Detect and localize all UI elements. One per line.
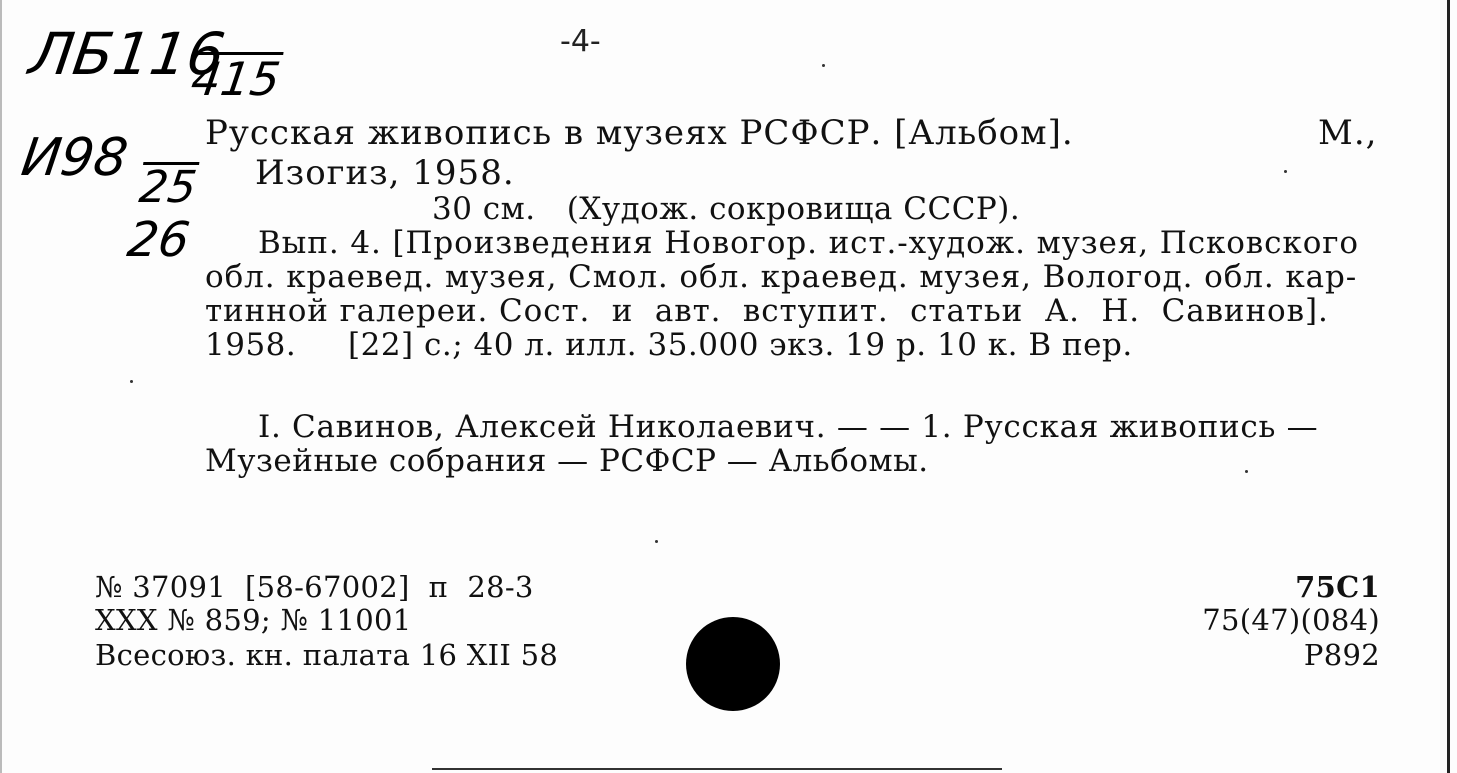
- tracing-line: Музейные собрания — РСФСР — Альбомы.: [205, 443, 929, 479]
- entry-size-series: 30 см. (Худож. сокровища СССР).: [432, 191, 1021, 227]
- issue-line: обл. краевед. музея, Смол. обл. краевед. музея, Вологод. обл. кар-: [205, 259, 1358, 295]
- footer-left-line: Всесоюз. кн. палата 16 XII 58: [95, 638, 559, 672]
- entry-publisher: Изогиз, 1958.: [255, 153, 515, 193]
- card-left-edge: [0, 0, 2, 773]
- footer-left-line: № 37091 [58-67002] п 28-3: [95, 570, 534, 604]
- scan-speck: [130, 380, 133, 383]
- tracing-line: I. Савинов, Алексей Николаевич. — — 1. Русская живопись —: [258, 409, 1319, 445]
- scan-speck: [1245, 470, 1248, 473]
- scan-speck: [655, 540, 658, 543]
- punch-hole: [686, 617, 780, 711]
- scan-speck: [822, 64, 825, 67]
- footer-left-line: ХХХ № 859; № 11001: [95, 603, 412, 637]
- handwritten-shelf-mark: ЛБ116: [25, 20, 229, 88]
- card-right-edge: [1447, 0, 1450, 773]
- footer-right-line: 75(47)(084): [1202, 603, 1380, 637]
- page-marker: -4-: [560, 24, 601, 59]
- issue-line: 1958. [22] с.; 40 л. илл. 35.000 экз. 19 р. 10 к. В пер.: [205, 327, 1133, 363]
- entry-title: Русская живопись в музеях РСФСР. [Альбом].: [205, 113, 1074, 153]
- handwritten-number-b: 26: [124, 212, 194, 268]
- footer-right-line: 75С1: [1295, 570, 1380, 604]
- scan-speck: [1284, 170, 1287, 173]
- issue-line: тинной галереи. Сост. и авт. вступит. статьи А. Н. Савинов].: [205, 293, 1329, 329]
- handwritten-author-mark: И98: [17, 128, 132, 188]
- entry-place: М.,: [1318, 113, 1378, 153]
- handwritten-shelf-fraction: 415: [187, 52, 284, 106]
- handwritten-number-a: 25: [136, 162, 200, 213]
- bottom-rule: [432, 768, 1002, 770]
- footer-right-line: Р892: [1303, 638, 1380, 672]
- issue-line: Вып. 4. [Произведения Новогор. ист.-худож. музея, Псковского: [258, 225, 1359, 261]
